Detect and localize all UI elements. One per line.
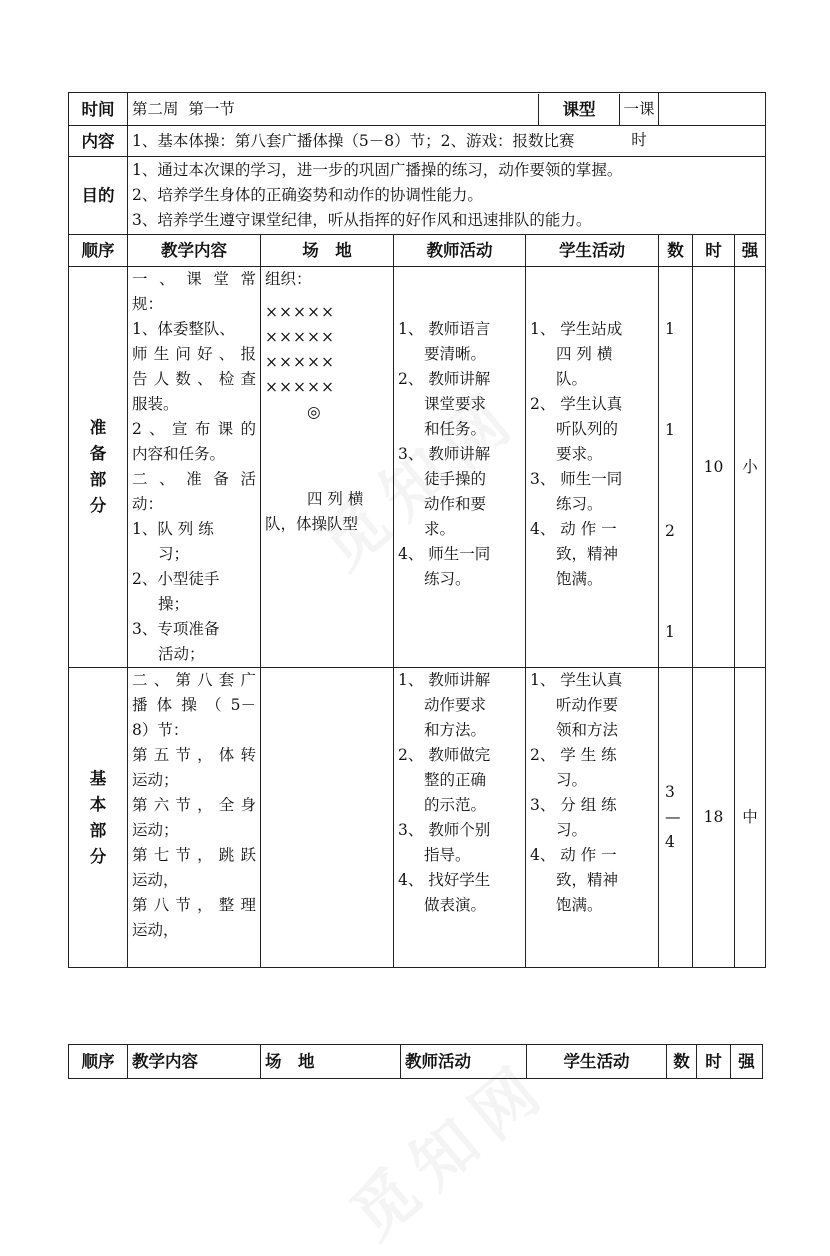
prep-counts: 1 1 2 1 [659, 267, 693, 668]
col-count: 数 [667, 1045, 697, 1079]
type-label: 课型 [538, 94, 619, 125]
basic-time: 18 [693, 668, 735, 968]
basic-intensity: 中 [735, 668, 766, 968]
col-content: 教学内容 [128, 235, 261, 267]
prep-section-label: 准 备 部 分 [69, 267, 128, 668]
second-header-row [69, 1045, 763, 1079]
col-time: 时 [693, 235, 735, 267]
col-teacher: 教师活动 [401, 1045, 527, 1079]
goal-row [69, 157, 766, 235]
prep-student: 1、 学生站成 四 列 横 队。 2、 学生认真 听队列的 要求。 3、 师生一同 练习。 4、 动 作 一 致，精神 饱满。 [526, 267, 659, 668]
formation-row: ××××× [265, 378, 335, 396]
goal-item: 2、培养学生身体的正确姿势和动作的协调性能力。 [132, 186, 483, 204]
col-order: 顺序 [69, 235, 128, 267]
prep-content: 一、课堂常 规： 1、体委整队、 师生问好、报 告人数、检查 服装。 2、宣布课的 内容和任务。 二、准备活 动： 1、队 列 练 习； 2、小型徒手 操； 3、专项准备 活动； [128, 267, 261, 668]
basic-section-label: 基 本 部 分 [69, 668, 128, 968]
venue-label: 组织： [265, 270, 312, 288]
col-order: 顺序 [69, 1045, 128, 1079]
goal-list [128, 157, 766, 235]
prep-venue: 组织： ××××× ××××× ××××× ××××× ◎ 四 列 横 队，体操队型 [261, 267, 394, 668]
basic-student: 1、 学生认真 听动作要 领和方法 2、 学 生 练 习。 3、 分 组 练 习。 4、 动 作 一 致，精神 饱满。 [526, 668, 659, 968]
col-intensity: 强 [731, 1045, 763, 1079]
col-intensity: 强 [735, 235, 766, 267]
prep-time: 10 [693, 267, 735, 668]
second-table [68, 1044, 763, 1079]
prep-teacher: 1、 教师语言 要清晰。 2、 教师讲解 课堂要求 和任务。 3、 教师讲解 徒手操的 动作和要 求。 4、 师生一同 练习。 [394, 267, 526, 668]
goal-label: 目的 [69, 157, 128, 235]
basic-row [69, 668, 766, 968]
prep-intensity: 小 [735, 267, 766, 668]
type-value-ext [659, 93, 766, 126]
col-venue: 场 地 [261, 235, 394, 267]
goal-item: 1、通过本次课的学习，进一步的巩固广播操的练习，动作要领的掌握。 [132, 161, 623, 179]
prep-row [69, 267, 766, 668]
col-venue: 场 地 [261, 1045, 401, 1079]
formation-row: ××××× [265, 328, 335, 346]
formation-row: ××××× [265, 303, 335, 321]
type-value: 一课时 [619, 94, 658, 125]
content-row [69, 126, 766, 157]
goal-item: 3、培养学生遵守课堂纪律，听从指挥的好作风和迅速排队的能力。 [132, 211, 592, 229]
col-student: 学生活动 [526, 235, 659, 267]
basic-teacher: 1、 教师讲解 动作要求 和方法。 2、 教师做完 整的正确 的示范。 3、 教师个别 指导。 4、 找好学生 做表演。 [394, 668, 526, 968]
content-value: 1、基本体操：第八套广播体操（5－8）节；2、游戏：报数比赛 [128, 126, 766, 157]
column-header-row [69, 235, 766, 267]
time-label: 时间 [69, 93, 128, 126]
time-value-text: 第二周 第一节 [132, 99, 235, 118]
col-time: 时 [697, 1045, 731, 1079]
formation-row: ××××× [265, 353, 335, 371]
content-label: 内容 [69, 126, 128, 157]
time-row [69, 93, 766, 126]
basic-content: 二、第八套广 播体操（5－ 8）节： 第五节，体转 运动； 第六节，全身 运动； 第七节，跳跃 运动， 第八节，整理 运动， [128, 668, 261, 968]
basic-venue [261, 668, 394, 968]
col-content: 教学内容 [128, 1045, 261, 1079]
basic-count: 3 — 4 [659, 668, 693, 968]
col-count: 数 [659, 235, 693, 267]
lesson-plan-table [68, 92, 766, 968]
teacher-position-mark: ◎ [307, 403, 321, 421]
col-teacher: 教师活动 [394, 235, 526, 267]
col-student: 学生活动 [527, 1045, 667, 1079]
